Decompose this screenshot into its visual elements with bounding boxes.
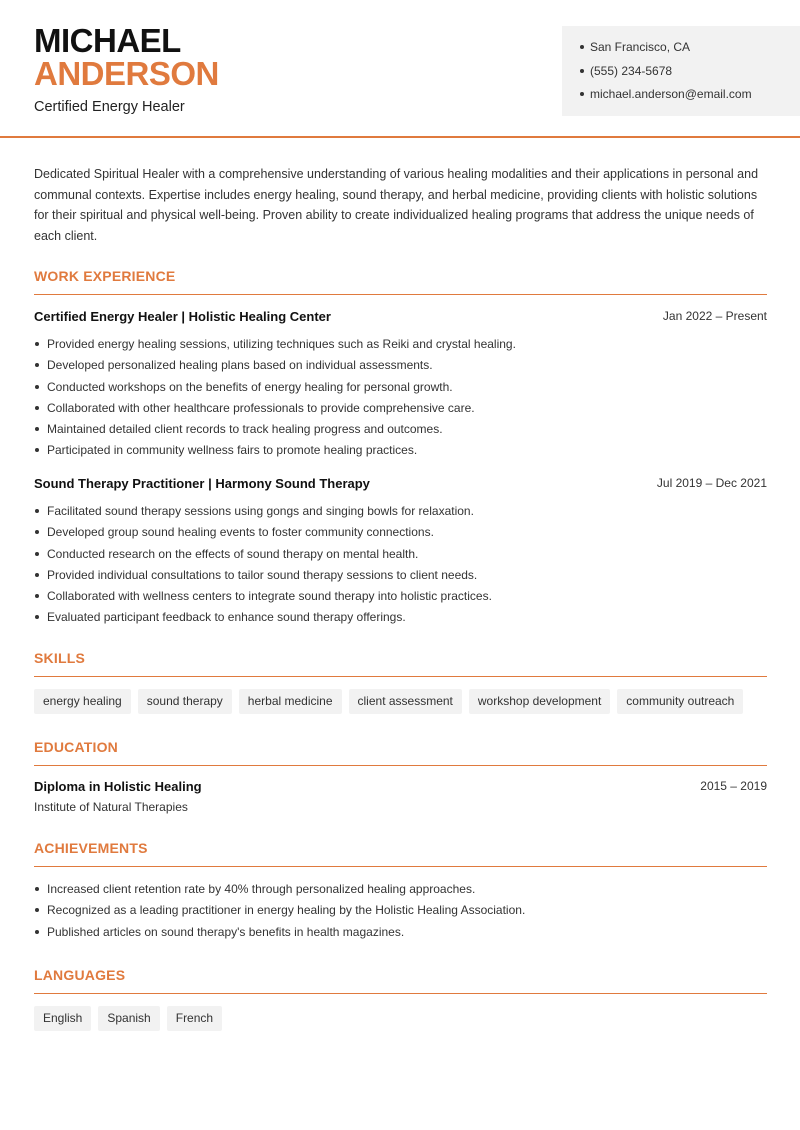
skill-tag: workshop development	[469, 689, 610, 714]
list-item: Provided individual consultations to tailor sound therapy sessions to client needs.	[34, 567, 767, 588]
list-item: Conducted research on the effects of sound therapy on mental health.	[34, 546, 767, 567]
list-item: Conducted workshops on the benefits of energy healing for personal growth.	[34, 379, 767, 400]
achievements-list	[34, 881, 767, 945]
contact-email[interactable]: michael.anderson@email.com	[580, 85, 800, 109]
job-bullets-1	[34, 336, 767, 464]
skill-tag: community outreach	[617, 689, 743, 714]
list-item: Developed group sound healing events to foster community connections.	[34, 524, 767, 545]
job-bullets-2	[34, 503, 767, 631]
job-title-2: Sound Therapy Practitioner | Harmony Sound Therapy	[34, 476, 370, 491]
job-dates-1: Jan 2022 – Present	[662, 309, 767, 323]
list-item: Participated in community wellness fairs to promote healing practices.	[34, 442, 767, 463]
section-title-achievements: ACHIEVEMENTS	[34, 840, 767, 867]
job-title: Certified Energy Healer	[34, 99, 185, 115]
list-item: Increased client retention rate by 40% through personalized healing approaches.	[34, 881, 767, 902]
skill-tag: client assessment	[349, 689, 462, 714]
list-item: Collaborated with wellness centers to integrate sound therapy into holistic practices.	[34, 588, 767, 609]
language-tag: English	[34, 1006, 91, 1031]
education-header	[34, 779, 767, 799]
list-item: Provided energy healing sessions, utilizing techniques such as Reiki and crystal healing.	[34, 336, 767, 357]
section-title-education: EDUCATION	[34, 739, 767, 766]
list-item: Developed personalized healing plans based on individual assessments.	[34, 357, 767, 378]
list-item: Facilitated sound therapy sessions using gongs and singing bowls for relaxation.	[34, 503, 767, 524]
list-item: Recognized as a leading practitioner in energy healing by the Holistic Healing Association.	[34, 902, 767, 923]
summary-paragraph: Dedicated Spiritual Healer with a comprehensive understanding of various healing modalities and their applications in personal and communal contexts. Expertise includes energy healing, sound therapy, and herbal medicine, providing clients with holistic solutions for their spiritual and physical well-being. Proven ability to create individualized healing programs that address the unique needs of each client.	[34, 167, 759, 243]
education-dates: 2015 – 2019	[700, 779, 767, 793]
list-item: Evaluated participant feedback to enhance sound therapy offerings.	[34, 609, 767, 630]
skill-tag: sound therapy	[138, 689, 232, 714]
job-dates-2: Jul 2019 – Dec 2021	[656, 476, 767, 490]
language-tag: Spanish	[98, 1006, 159, 1031]
languages-list	[34, 1006, 774, 1031]
last-name: ANDERSON	[34, 55, 219, 92]
education-school: Institute of Natural Therapies	[34, 800, 188, 814]
education-degree: Diploma in Holistic Healing	[34, 779, 202, 794]
job-title-1: Certified Energy Healer | Holistic Healing Center	[34, 309, 331, 324]
section-title-skills: SKILLS	[34, 650, 767, 677]
contact-phone: (555) 234-5678	[580, 62, 800, 86]
contact-location: San Francisco, CA	[580, 38, 800, 62]
skills-list	[34, 689, 774, 714]
resume-header	[0, 0, 800, 138]
language-tag: French	[167, 1006, 222, 1031]
first-name: MICHAEL	[34, 22, 181, 59]
section-title-languages: LANGUAGES	[34, 967, 767, 994]
list-item: Published articles on sound therapy's benefits in health magazines.	[34, 924, 767, 945]
section-title-work: WORK EXPERIENCE	[34, 268, 767, 295]
skill-tag: energy healing	[34, 689, 131, 714]
job-header	[34, 309, 767, 329]
job-header	[34, 476, 767, 496]
list-item: Collaborated with other healthcare professionals to provide comprehensive care.	[34, 400, 767, 421]
list-item: Maintained detailed client records to track healing progress and outcomes.	[34, 421, 767, 442]
skill-tag: herbal medicine	[239, 689, 342, 714]
contact-box	[562, 26, 800, 116]
